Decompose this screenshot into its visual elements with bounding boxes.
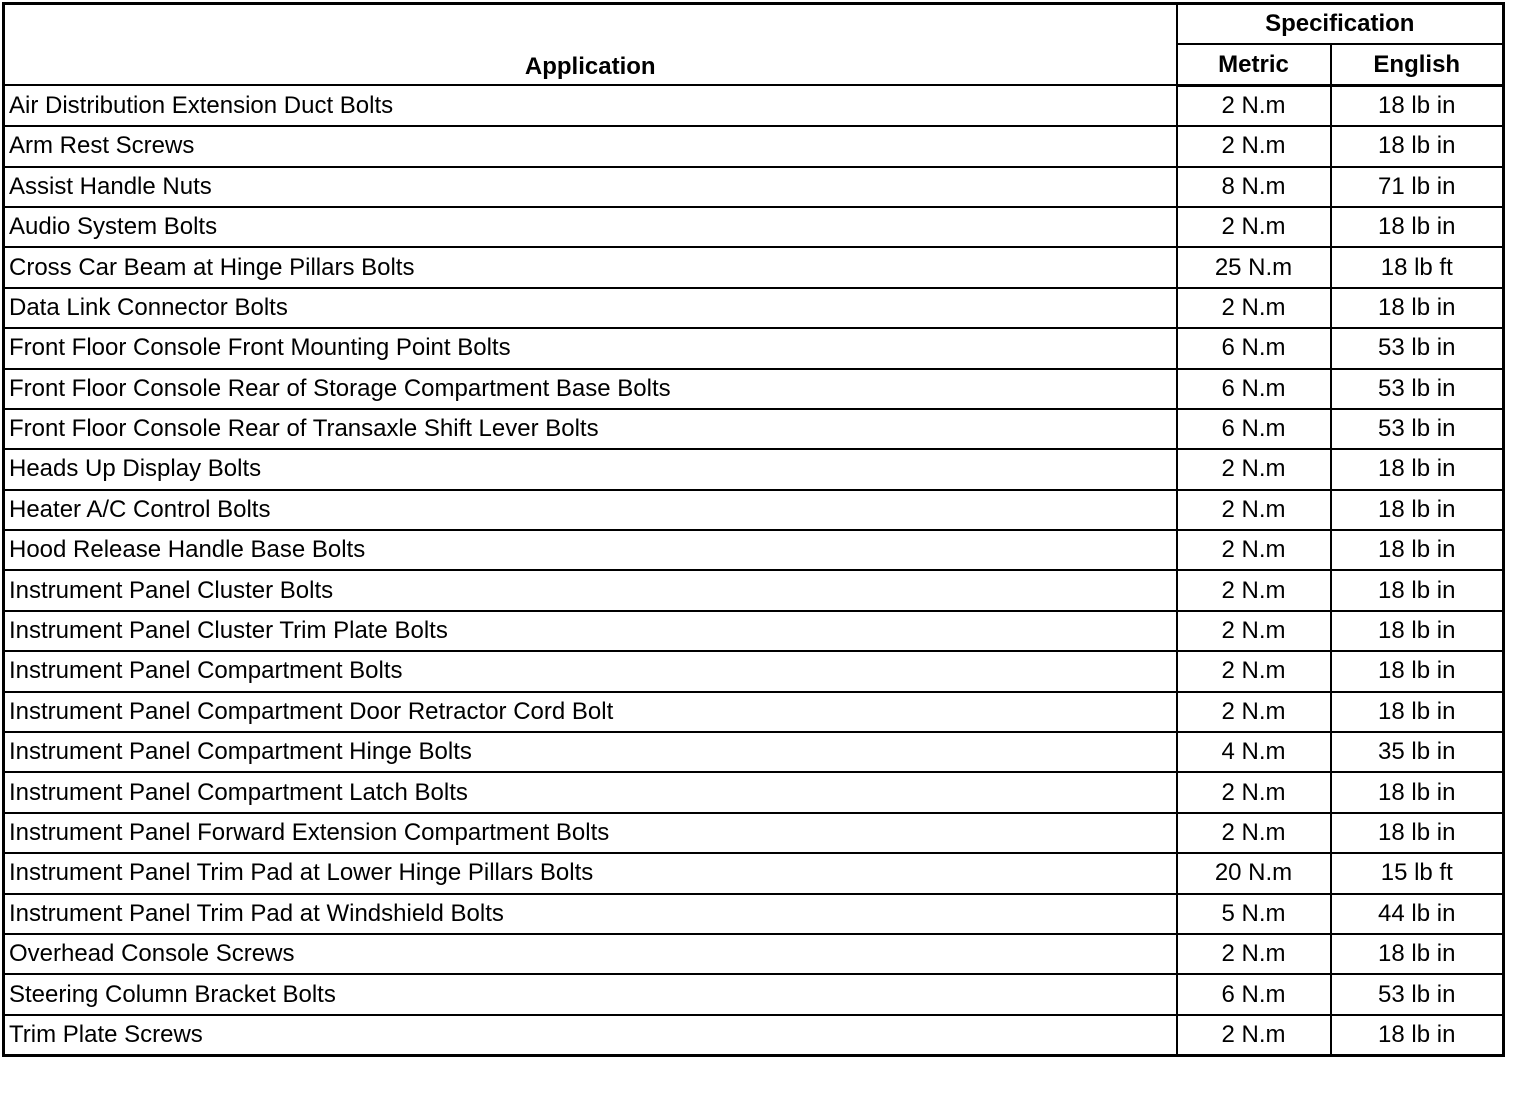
metric-cell: 6 N.m [1177,328,1331,368]
english-cell: 18 lb in [1331,530,1504,570]
application-cell: Heads Up Display Bolts [4,449,1177,489]
application-cell: Instrument Panel Cluster Trim Plate Bolts [4,611,1177,651]
metric-cell: 2 N.m [1177,1015,1331,1056]
table-row [4,651,1504,691]
application-cell: Instrument Panel Trim Pad at Windshield Bolts [4,894,1177,934]
metric-cell: 2 N.m [1177,288,1331,328]
english-cell: 18 lb in [1331,651,1504,691]
application-cell: Trim Plate Screws [4,1015,1177,1056]
metric-cell: 6 N.m [1177,369,1331,409]
torque-specification-table [2,2,1505,1057]
table-row [4,328,1504,368]
table-row [4,288,1504,328]
metric-cell: 2 N.m [1177,570,1331,610]
english-cell: 18 lb in [1331,490,1504,530]
application-cell: Audio System Bolts [4,207,1177,247]
english-header: English [1331,44,1504,85]
metric-cell: 4 N.m [1177,732,1331,772]
metric-cell: 8 N.m [1177,167,1331,207]
english-cell: 18 lb in [1331,772,1504,812]
table-row [4,974,1504,1014]
application-cell: Air Distribution Extension Duct Bolts [4,85,1177,126]
english-cell: 18 lb in [1331,207,1504,247]
application-header: Application [4,4,1177,86]
metric-cell: 5 N.m [1177,894,1331,934]
metric-cell: 2 N.m [1177,449,1331,489]
metric-cell: 2 N.m [1177,692,1331,732]
metric-cell: 6 N.m [1177,974,1331,1014]
metric-cell: 2 N.m [1177,611,1331,651]
english-cell: 71 lb in [1331,167,1504,207]
table-row [4,167,1504,207]
table-row [4,530,1504,570]
table-row [4,490,1504,530]
application-cell: Arm Rest Screws [4,126,1177,166]
table-row [4,369,1504,409]
application-cell: Data Link Connector Bolts [4,288,1177,328]
application-cell: Hood Release Handle Base Bolts [4,530,1177,570]
english-cell: 18 lb in [1331,692,1504,732]
metric-cell: 2 N.m [1177,126,1331,166]
metric-cell: 25 N.m [1177,247,1331,287]
english-cell: 44 lb in [1331,894,1504,934]
english-cell: 18 lb in [1331,288,1504,328]
metric-cell: 2 N.m [1177,207,1331,247]
metric-cell: 2 N.m [1177,651,1331,691]
application-cell: Instrument Panel Compartment Latch Bolts [4,772,1177,812]
table-row [4,570,1504,610]
metric-cell: 20 N.m [1177,853,1331,893]
english-cell: 53 lb in [1331,409,1504,449]
table-row [4,85,1504,126]
table-body [4,85,1504,1055]
metric-cell: 2 N.m [1177,772,1331,812]
specification-header: Specification [1177,4,1504,45]
table-row [4,772,1504,812]
application-cell: Instrument Panel Cluster Bolts [4,570,1177,610]
table-row [4,934,1504,974]
application-cell: Front Floor Console Front Mounting Point Bolts [4,328,1177,368]
application-cell: Instrument Panel Compartment Door Retractor Cord Bolt [4,692,1177,732]
application-cell: Cross Car Beam at Hinge Pillars Bolts [4,247,1177,287]
metric-cell: 2 N.m [1177,813,1331,853]
english-cell: 18 lb ft [1331,247,1504,287]
application-cell: Instrument Panel Compartment Hinge Bolts [4,732,1177,772]
application-cell: Assist Handle Nuts [4,167,1177,207]
english-cell: 18 lb in [1331,611,1504,651]
english-cell: 15 lb ft [1331,853,1504,893]
metric-cell: 2 N.m [1177,490,1331,530]
english-cell: 53 lb in [1331,974,1504,1014]
metric-cell: 2 N.m [1177,85,1331,126]
application-cell: Instrument Panel Compartment Bolts [4,651,1177,691]
table-row [4,732,1504,772]
english-cell: 53 lb in [1331,369,1504,409]
english-cell: 35 lb in [1331,732,1504,772]
application-cell: Instrument Panel Trim Pad at Lower Hinge Pillars Bolts [4,853,1177,893]
table-row [4,409,1504,449]
table-row [4,207,1504,247]
header-row-top [4,4,1504,45]
english-cell: 53 lb in [1331,328,1504,368]
english-cell: 18 lb in [1331,85,1504,126]
english-cell: 18 lb in [1331,570,1504,610]
metric-cell: 2 N.m [1177,530,1331,570]
table-row [4,126,1504,166]
application-cell: Steering Column Bracket Bolts [4,974,1177,1014]
application-cell: Front Floor Console Rear of Storage Compartment Base Bolts [4,369,1177,409]
english-cell: 18 lb in [1331,813,1504,853]
table-row [4,813,1504,853]
table-row [4,449,1504,489]
table-row [4,247,1504,287]
metric-cell: 6 N.m [1177,409,1331,449]
metric-header: Metric [1177,44,1331,85]
table-row [4,853,1504,893]
metric-cell: 2 N.m [1177,934,1331,974]
table-row [4,611,1504,651]
application-cell: Instrument Panel Forward Extension Compartment Bolts [4,813,1177,853]
english-cell: 18 lb in [1331,449,1504,489]
application-cell: Overhead Console Screws [4,934,1177,974]
table-row [4,1015,1504,1056]
application-cell: Heater A/C Control Bolts [4,490,1177,530]
table-row [4,692,1504,732]
english-cell: 18 lb in [1331,934,1504,974]
table-row [4,894,1504,934]
english-cell: 18 lb in [1331,1015,1504,1056]
application-cell: Front Floor Console Rear of Transaxle Shift Lever Bolts [4,409,1177,449]
english-cell: 18 lb in [1331,126,1504,166]
